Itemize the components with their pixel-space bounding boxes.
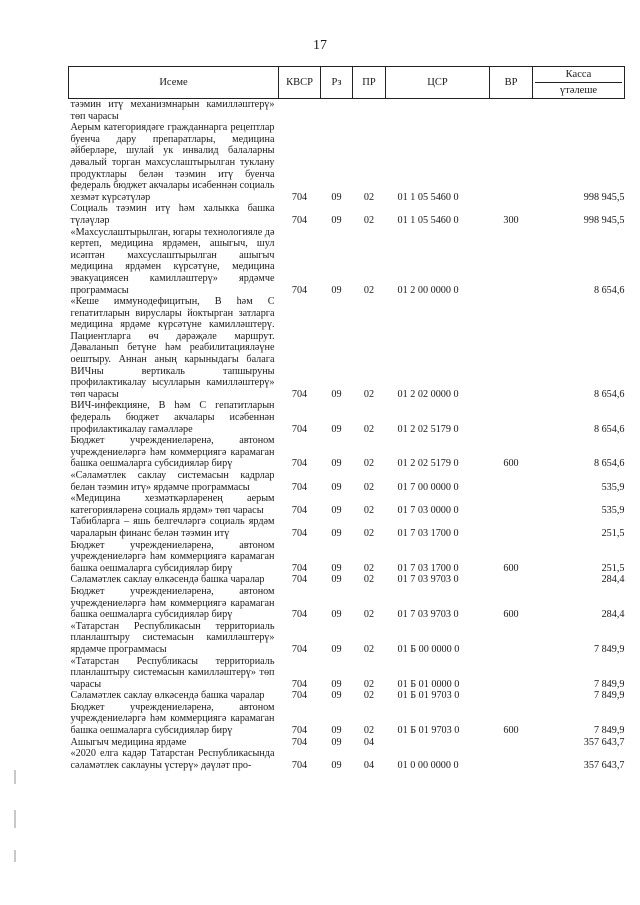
row-sum: 8 654,6 — [593, 458, 625, 470]
row-vr — [490, 748, 533, 771]
row-vr — [490, 621, 533, 656]
row-name: Социаль тәэмин итү һәм халыкка башка түләүләр — [70, 203, 275, 226]
row-vr: 600 — [503, 458, 519, 470]
column-header-sum-line1: Касса — [565, 69, 592, 80]
row-pr: 02 — [363, 423, 375, 435]
row-sum: 284,4 — [601, 609, 625, 621]
table-row — [69, 702, 625, 737]
row-name: Бюджет учреждениеләренә, автоном учреждениеләргә һәм коммерциягә карамаган башка оешмаларга субсидияләр бирү — [70, 701, 275, 737]
row-rz: 09 — [331, 481, 342, 493]
column-header-kvsr: КВСР — [279, 67, 321, 99]
row-kvsr: 704 — [291, 759, 308, 771]
budget-table — [68, 66, 625, 771]
row-vr — [490, 656, 533, 691]
row-kvsr: 704 — [291, 643, 308, 655]
row-rz: 09 — [331, 736, 342, 748]
row-csr: 01 2 02 5179 0 — [397, 458, 459, 470]
row-rz: 09 — [331, 643, 342, 655]
row-csr: 01 7 03 0000 0 — [397, 504, 459, 516]
row-sum: 535,9 — [601, 504, 625, 516]
row-rz: 09 — [331, 527, 342, 539]
row-rz: 09 — [331, 423, 342, 435]
table-row — [69, 122, 625, 203]
table-row — [69, 203, 625, 226]
row-kvsr: 704 — [291, 458, 308, 470]
table-row — [69, 737, 625, 749]
row-name: «Кеше иммунодефицитын, В һәм С гепатитларын вируслары йоктырган затларга медицина ярдәме күрсәтүне камилләштерү. Пациентларга өч дәрәҗәле маршрут. Дәваланып бетүне һәм реабилитацияләүне оештыру. Аннан аның карыныдагы балага ВИЧны вертикаль тапшыруны профилактикалау ысулларын камилләштерү» төп чарасы — [70, 296, 275, 400]
row-pr: 02 — [363, 388, 375, 400]
table-row — [69, 227, 625, 297]
table-body — [69, 99, 625, 772]
column-header-rz: Рз — [321, 67, 353, 99]
row-rz: 09 — [331, 191, 342, 203]
row-kvsr: 704 — [291, 284, 308, 296]
row-name: Бюджет учреждениеләренә, автоном учреждениеләргә һәм коммерциягә карамаган башка оешмаларга субсидияләр бирү — [70, 539, 275, 574]
row-pr: 02 — [363, 562, 375, 574]
row-csr: 01 Б 01 9703 0 — [397, 725, 460, 737]
row-sum: 357 643,7 — [583, 736, 625, 748]
row-csr: 01 7 03 9703 0 — [397, 609, 459, 621]
table-row — [69, 748, 625, 771]
row-pr: 02 — [363, 690, 375, 702]
row-vr — [490, 227, 533, 297]
row-kvsr: 704 — [291, 678, 308, 690]
row-sum: 8 654,6 — [593, 423, 625, 435]
row-name: «Сәламәтлек саклау системасын кадрлар белән тәэмин итү» ярдәмче программасы — [70, 470, 275, 493]
row-kvsr: 704 — [291, 725, 308, 737]
column-header-pr: ПР — [353, 67, 386, 99]
row-kvsr: 704 — [291, 388, 308, 400]
row-kvsr: 704 — [291, 736, 308, 748]
row-vr — [490, 737, 533, 749]
row-name: Аерым категориядәге гражданнарга рецептлар буенча дару препаратлары, медицина әйберләре, шулай ук инвалид балаларны дәвалый торган махсуслаштырылган туклану продуктлары белән тәэмин итү буенча федераль бюджет акчалары исәбеннән социаль хезмәт күрсәтүләр — [70, 122, 275, 203]
row-sum: 998 945,5 — [583, 214, 625, 226]
column-header-vr: ВР — [490, 67, 533, 99]
table-row — [69, 586, 625, 621]
row-kvsr: 704 — [291, 481, 308, 493]
row-pr: 02 — [363, 458, 375, 470]
row-vr — [490, 99, 533, 123]
row-vr — [490, 400, 533, 435]
row-csr: 01 7 03 9703 0 — [397, 574, 459, 586]
row-csr: 01 1 05 5460 0 — [397, 214, 459, 226]
row-kvsr: 704 — [291, 191, 308, 203]
row-sum: 251,5 — [601, 562, 625, 574]
row-csr: 01 Б 01 9703 0 — [397, 690, 460, 702]
row-csr: 01 1 05 5460 0 — [397, 191, 459, 203]
row-sum: 7 849,9 — [593, 643, 625, 655]
table-row — [69, 99, 625, 123]
row-vr — [490, 122, 533, 203]
row-csr: 01 7 03 1700 0 — [397, 527, 459, 539]
row-rz: 09 — [331, 504, 342, 516]
row-kvsr: 704 — [291, 214, 308, 226]
table-row — [69, 296, 625, 400]
row-rz: 09 — [331, 284, 342, 296]
scan-edge-mark — [14, 810, 16, 828]
row-kvsr: 704 — [291, 504, 308, 516]
table-row — [69, 516, 625, 539]
row-vr: 600 — [503, 725, 519, 737]
row-name: «2020 елга кадәр Татарстан Республикасында сәламәтлек саклауны үстерү» дәүләт про- — [70, 748, 275, 771]
row-csr: 01 Б 01 0000 0 — [397, 678, 460, 690]
row-pr: 04 — [363, 736, 375, 748]
row-name: Бюджет учреждениеләренә, автоном учреждениеләргә һәм коммерциягә карамаган башка оешмаларга субсидияләр бирү — [70, 585, 275, 621]
row-kvsr: 704 — [291, 690, 308, 702]
row-vr — [490, 516, 533, 539]
column-header-name: Исеме — [69, 67, 279, 99]
row-name: ВИЧ-инфекциянe, В һәм С гепатитларын федераль бюджет акчалары исәбеннән профилактикалау гамәлләре — [70, 400, 275, 435]
row-kvsr — [279, 99, 321, 123]
row-sum: 251,5 — [601, 527, 625, 539]
row-pr: 02 — [363, 527, 375, 539]
row-vr — [490, 470, 533, 493]
table-row — [69, 435, 625, 470]
row-kvsr: 704 — [291, 527, 308, 539]
row-pr — [353, 99, 386, 123]
row-rz: 09 — [331, 759, 342, 771]
column-header-sum — [533, 67, 625, 99]
row-pr: 02 — [363, 284, 375, 296]
row-sum: 357 643,7 — [583, 759, 625, 771]
page-number: 17 — [313, 38, 327, 53]
row-rz: 09 — [331, 214, 342, 226]
row-pr: 02 — [363, 678, 375, 690]
table-header — [69, 67, 625, 99]
row-sum: 998 945,5 — [583, 191, 625, 203]
scan-edge-mark — [14, 770, 16, 784]
row-name: Ашыгыч медицина ярдәме — [70, 736, 187, 748]
row-csr: 01 7 03 1700 0 — [397, 562, 459, 574]
row-vr: 600 — [503, 609, 519, 621]
table-row — [69, 656, 625, 691]
row-pr: 02 — [363, 504, 375, 516]
row-vr — [490, 690, 533, 702]
row-sum: 284,4 — [601, 574, 625, 586]
row-name: «Медицина хезмәткәрләренең аерым категорияләренә социаль ярдәм» төп чарасы — [70, 493, 275, 516]
row-kvsr: 704 — [291, 609, 308, 621]
row-sum: 8 654,6 — [593, 284, 625, 296]
row-sum: 7 849,9 — [593, 690, 625, 702]
row-csr — [386, 99, 490, 123]
row-csr: 01 2 00 0000 0 — [397, 284, 459, 296]
row-rz: 09 — [331, 609, 342, 621]
row-kvsr: 704 — [291, 423, 308, 435]
row-sum — [533, 99, 625, 123]
row-csr: 01 7 00 0000 0 — [397, 481, 459, 493]
row-csr: 01 2 02 5179 0 — [397, 423, 459, 435]
scan-edge-mark — [14, 850, 16, 862]
table-row — [69, 400, 625, 435]
row-name: Сәламәтлек саклау өлкәсендә башка чаралар — [70, 574, 265, 586]
row-vr — [490, 493, 533, 516]
row-pr: 02 — [363, 214, 375, 226]
row-name: «Татарстан Республикасы территориаль планлаштыру системасын камилләштерү» төп чарасы — [70, 655, 275, 690]
row-rz: 09 — [331, 574, 342, 586]
table-row — [69, 574, 625, 586]
row-rz: 09 — [331, 725, 342, 737]
row-pr: 02 — [363, 609, 375, 621]
row-vr: 300 — [503, 214, 519, 226]
table-row — [69, 470, 625, 493]
table-row — [69, 621, 625, 656]
row-rz: 09 — [331, 388, 342, 400]
row-name: Бюджет учреждениеләренә, автоном учреждениеләргә һәм коммерциягә карамаган башка оешмаларга субсидияләр бирү — [70, 435, 275, 470]
row-sum: 7 849,9 — [593, 678, 625, 690]
row-pr: 02 — [363, 574, 375, 586]
table-row — [69, 540, 625, 575]
row-pr: 02 — [363, 191, 375, 203]
row-kvsr: 704 — [291, 574, 308, 586]
column-header-csr: ЦСР — [386, 67, 490, 99]
row-kvsr: 704 — [291, 562, 308, 574]
row-name: Табибларга – яшь белгечләргә социаль ярдәм чараларын финанс белән тәэмин итү — [70, 516, 275, 539]
row-vr — [490, 296, 533, 400]
table-row — [69, 493, 625, 516]
row-rz — [321, 99, 353, 123]
row-csr: 01 2 02 0000 0 — [397, 388, 459, 400]
row-rz: 09 — [331, 458, 342, 470]
row-name: Сәламәтлек саклау өлкәсендә башка чаралар — [70, 690, 265, 702]
table-row — [69, 690, 625, 702]
row-sum: 535,9 — [601, 481, 625, 493]
row-pr: 02 — [363, 481, 375, 493]
row-pr: 02 — [363, 725, 375, 737]
column-header-sum-line2: үтәлеше — [535, 82, 622, 98]
row-name: тәэмин итү механизмнарын камилләштерү» төп чарасы — [70, 99, 275, 122]
row-sum: 8 654,6 — [593, 388, 625, 400]
row-rz: 09 — [331, 562, 342, 574]
row-pr: 04 — [363, 759, 375, 771]
row-csr — [386, 737, 490, 749]
row-csr: 01 Б 00 0000 0 — [397, 643, 460, 655]
row-csr: 01 0 00 0000 0 — [397, 759, 459, 771]
row-name: «Махсуслаштырылган, югары технологияле дә кертеп, медицина ярдәмен, ашыгыч, шул исәптән махсуслаштырылган ашыгыч медицина ярдәмен күрсәтүне, медицина эвакуациясен камилләштерү» ярдәмче программасы — [70, 226, 275, 296]
row-rz: 09 — [331, 678, 342, 690]
row-vr: 600 — [503, 562, 519, 574]
row-pr: 02 — [363, 643, 375, 655]
row-sum: 7 849,9 — [593, 725, 625, 737]
row-name: «Татарстан Республикасын территориаль планлаштыру системасын камилләштерү» ярдәмче программасы — [70, 620, 275, 655]
row-rz: 09 — [331, 690, 342, 702]
row-vr — [490, 574, 533, 586]
